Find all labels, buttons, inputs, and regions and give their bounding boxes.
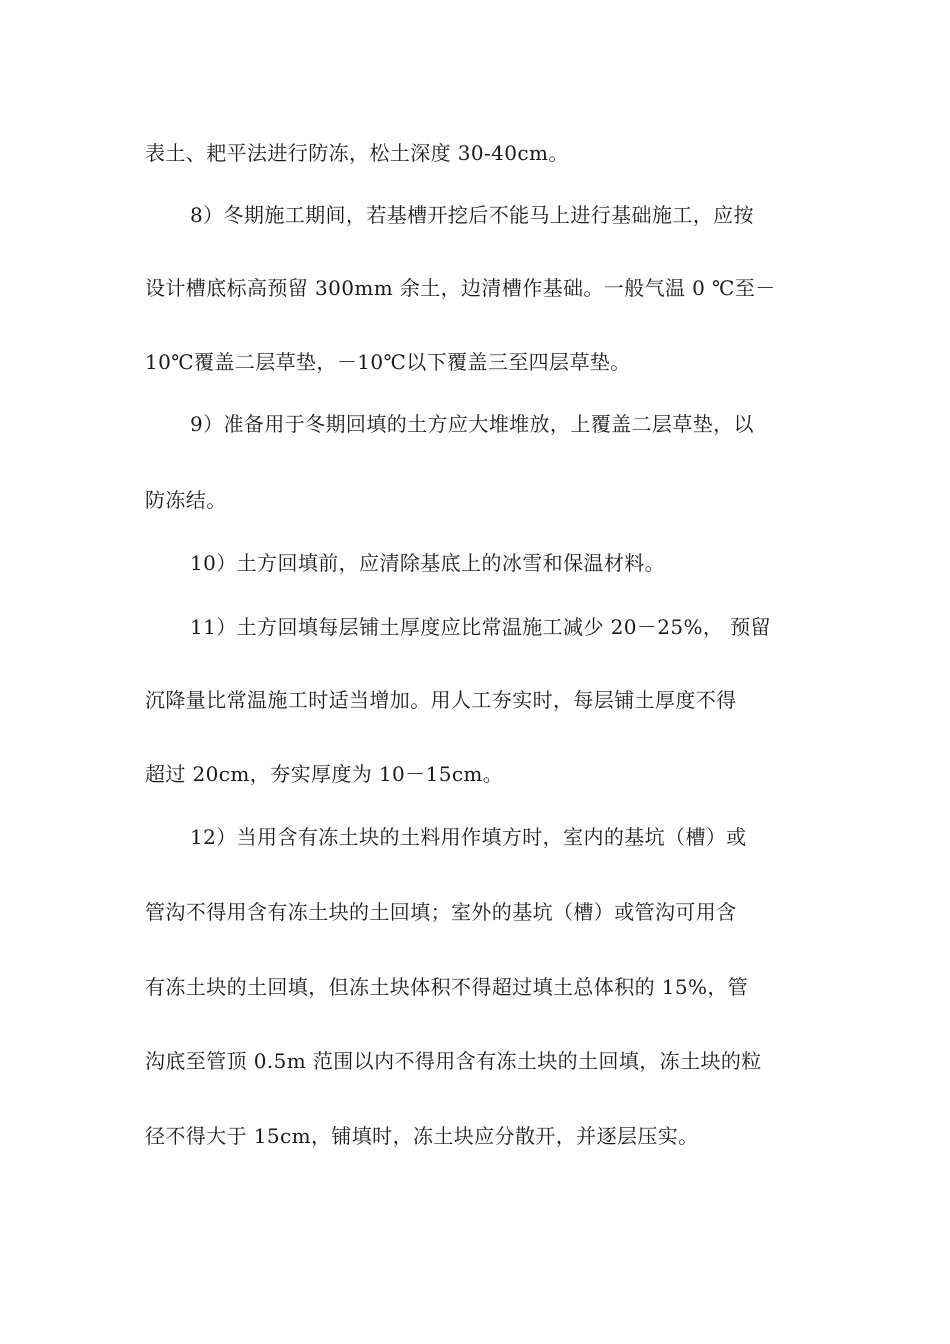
- text-line: 径不得大于 15cm，铺填时，冻土块应分散开，并逐层压实。: [145, 1124, 699, 1148]
- text-line: 9）准备用于冬期回填的土方应大堆堆放，上覆盖二层草垫，以: [190, 412, 754, 436]
- text-line: 12）当用含有冻土块的土料用作填方时，室内的基坑（槽）或: [190, 825, 747, 849]
- text-line: 管沟不得用含有冻土块的土回填；室外的基坑（槽）或管沟可用含: [145, 900, 737, 924]
- text-line: 防冻结。: [145, 488, 227, 512]
- text-line: 11）土方回填每层铺土厚度应比常温施工减少 20－25%， 预留: [190, 615, 771, 639]
- text-line: 设计槽底标高预留 300mm 余土，边清槽作基础。一般气温 0 ℃至－: [145, 276, 776, 300]
- text-line: 10℃覆盖二层草垫，－10℃以下覆盖三至四层草垫。: [145, 350, 631, 374]
- text-line: 超过 20cm，夯实厚度为 10－15cm。: [145, 762, 504, 786]
- text-line: 沉降量比常温施工时适当增加。用人工夯实时，每层铺土厚度不得: [145, 688, 737, 712]
- text-line: 沟底至管顶 0.5m 范围以内不得用含有冻土块的土回填，冻土块的粒: [145, 1049, 762, 1073]
- text-line: 有冻土块的土回填，但冻土块体积不得超过填土总体积的 15%，管: [145, 975, 749, 999]
- text-line: 8）冬期施工期间，若基槽开挖后不能马上进行基础施工，应按: [190, 203, 754, 227]
- text-line: 10）土方回填前，应清除基底上的冰雪和保温材料。: [190, 551, 666, 575]
- text-line: 表土、耙平法进行防冻，松土深度 30-40cm。: [145, 141, 569, 165]
